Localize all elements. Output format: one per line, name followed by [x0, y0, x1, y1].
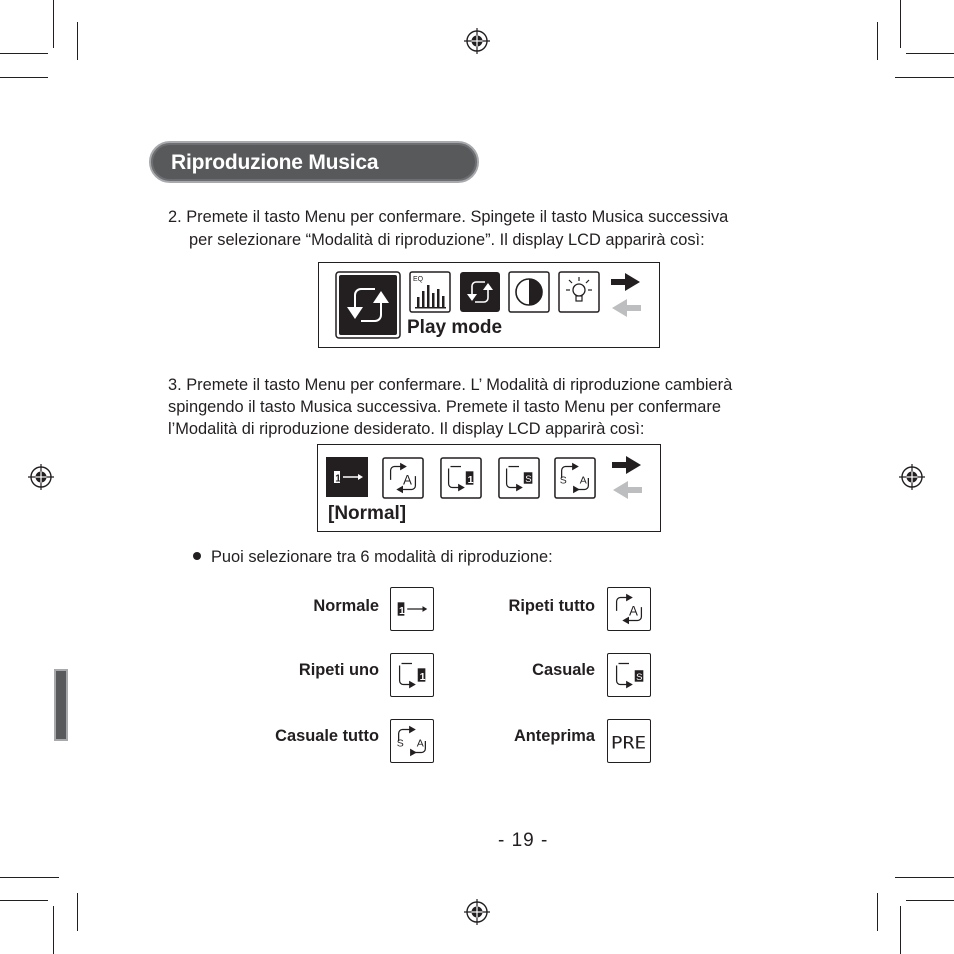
side-tab-marker [54, 669, 68, 741]
step-2-line-1: 2. Premete il tasto Menu per confermare. Spingete il tasto Musica successiva [168, 208, 729, 226]
preview-icon [607, 719, 651, 763]
icon-glyph: 1 [399, 604, 405, 617]
icon-glyph: S [636, 671, 643, 683]
crop-mark [53, 906, 54, 954]
repeat-all-icon [607, 587, 651, 631]
crop-mark [0, 53, 48, 54]
section-title-banner [149, 141, 479, 183]
crop-mark [900, 0, 901, 48]
icon-glyph: A [403, 472, 412, 488]
bullet-dot [193, 552, 201, 560]
mode-label-ripeti-uno: Ripeti uno [298, 661, 379, 679]
repeat-all-icon [382, 457, 424, 499]
crop-mark [895, 877, 954, 878]
icon-glyph: A [629, 603, 638, 619]
crop-mark [906, 53, 954, 54]
next-arrow-icon [612, 456, 642, 474]
crop-mark [0, 877, 59, 878]
registration-mark-icon [28, 464, 54, 490]
registration-mark-icon [464, 28, 490, 54]
crop-mark [0, 77, 48, 78]
play-mode-icon-selected [335, 271, 401, 339]
previous-arrow-icon [612, 481, 642, 499]
shuffle-all-icon [390, 719, 434, 763]
mode-label-casuale: Casuale [532, 661, 595, 679]
step-3-line-1: 3. Premete il tasto Menu per confermare. L’ Modalità di riproduzione cambierà [168, 376, 733, 394]
crop-mark [877, 893, 878, 931]
icon-glyph: 1 [467, 473, 474, 486]
page-number: - 19 - [498, 830, 549, 851]
contrast-icon [508, 271, 550, 313]
mode-label-ripeti-tutto: Ripeti tutto [508, 597, 595, 615]
normal-mode-icon [390, 587, 434, 631]
previous-arrow-icon [611, 299, 641, 317]
crop-mark [53, 0, 54, 48]
crop-mark [77, 893, 78, 931]
crop-mark [0, 900, 48, 901]
icon-glyph: 1 [335, 473, 341, 485]
icon-glyph: 1 [419, 670, 426, 683]
repeat-one-icon [390, 653, 434, 697]
step-3-line-3: l’Modalità di riproduzione desiderato. Il display LCD apparirà così: [168, 420, 645, 438]
normal-mode-icon-selected [326, 457, 368, 497]
mode-label-normale: Normale [313, 597, 379, 615]
icon-glyph: PRE [610, 733, 647, 754]
mode-label-casuale-tutto: Casuale tutto [275, 727, 379, 745]
lcd-play-mode-label: Play mode [407, 317, 503, 338]
shuffle-icon [498, 457, 540, 499]
step-2-line-2: per selezionare “Modalità di riproduzione”. Il display LCD apparirà così: [189, 231, 705, 249]
step-3-line-2: spingendo il tasto Musica successiva. Premete il tasto Menu per confermare [168, 398, 721, 416]
icon-glyph: S [525, 473, 532, 485]
crop-mark [895, 77, 954, 78]
lcd-display-play-mode [318, 262, 660, 348]
lcd-normal-label: [Normal] [328, 503, 407, 524]
icon-glyph: S [559, 474, 567, 487]
icon-glyph: S [396, 737, 404, 750]
lcd-display-normal [317, 444, 661, 532]
mode-label-anteprima: Anteprima [513, 727, 595, 745]
backlight-bulb-icon [558, 271, 600, 313]
crop-mark [900, 906, 901, 954]
next-arrow-icon [611, 273, 641, 291]
icon-glyph: A [416, 737, 424, 750]
shuffle-icon [607, 653, 651, 697]
crop-mark [77, 22, 78, 60]
repeat-one-icon [440, 457, 482, 499]
registration-mark-icon [464, 899, 490, 925]
equalizer-icon [409, 271, 451, 313]
eq-icon-text: EQ [413, 276, 424, 283]
play-mode-icon [459, 271, 501, 313]
registration-mark-icon [899, 464, 925, 490]
bullet-text: Puoi selezionare tra 6 modalità di riproduzione: [211, 548, 553, 566]
crop-mark [877, 22, 878, 60]
crop-mark [906, 900, 954, 901]
icon-glyph: A [579, 474, 587, 487]
shuffle-all-icon [554, 457, 596, 499]
section-title: Riproduzione Musica [171, 151, 379, 174]
